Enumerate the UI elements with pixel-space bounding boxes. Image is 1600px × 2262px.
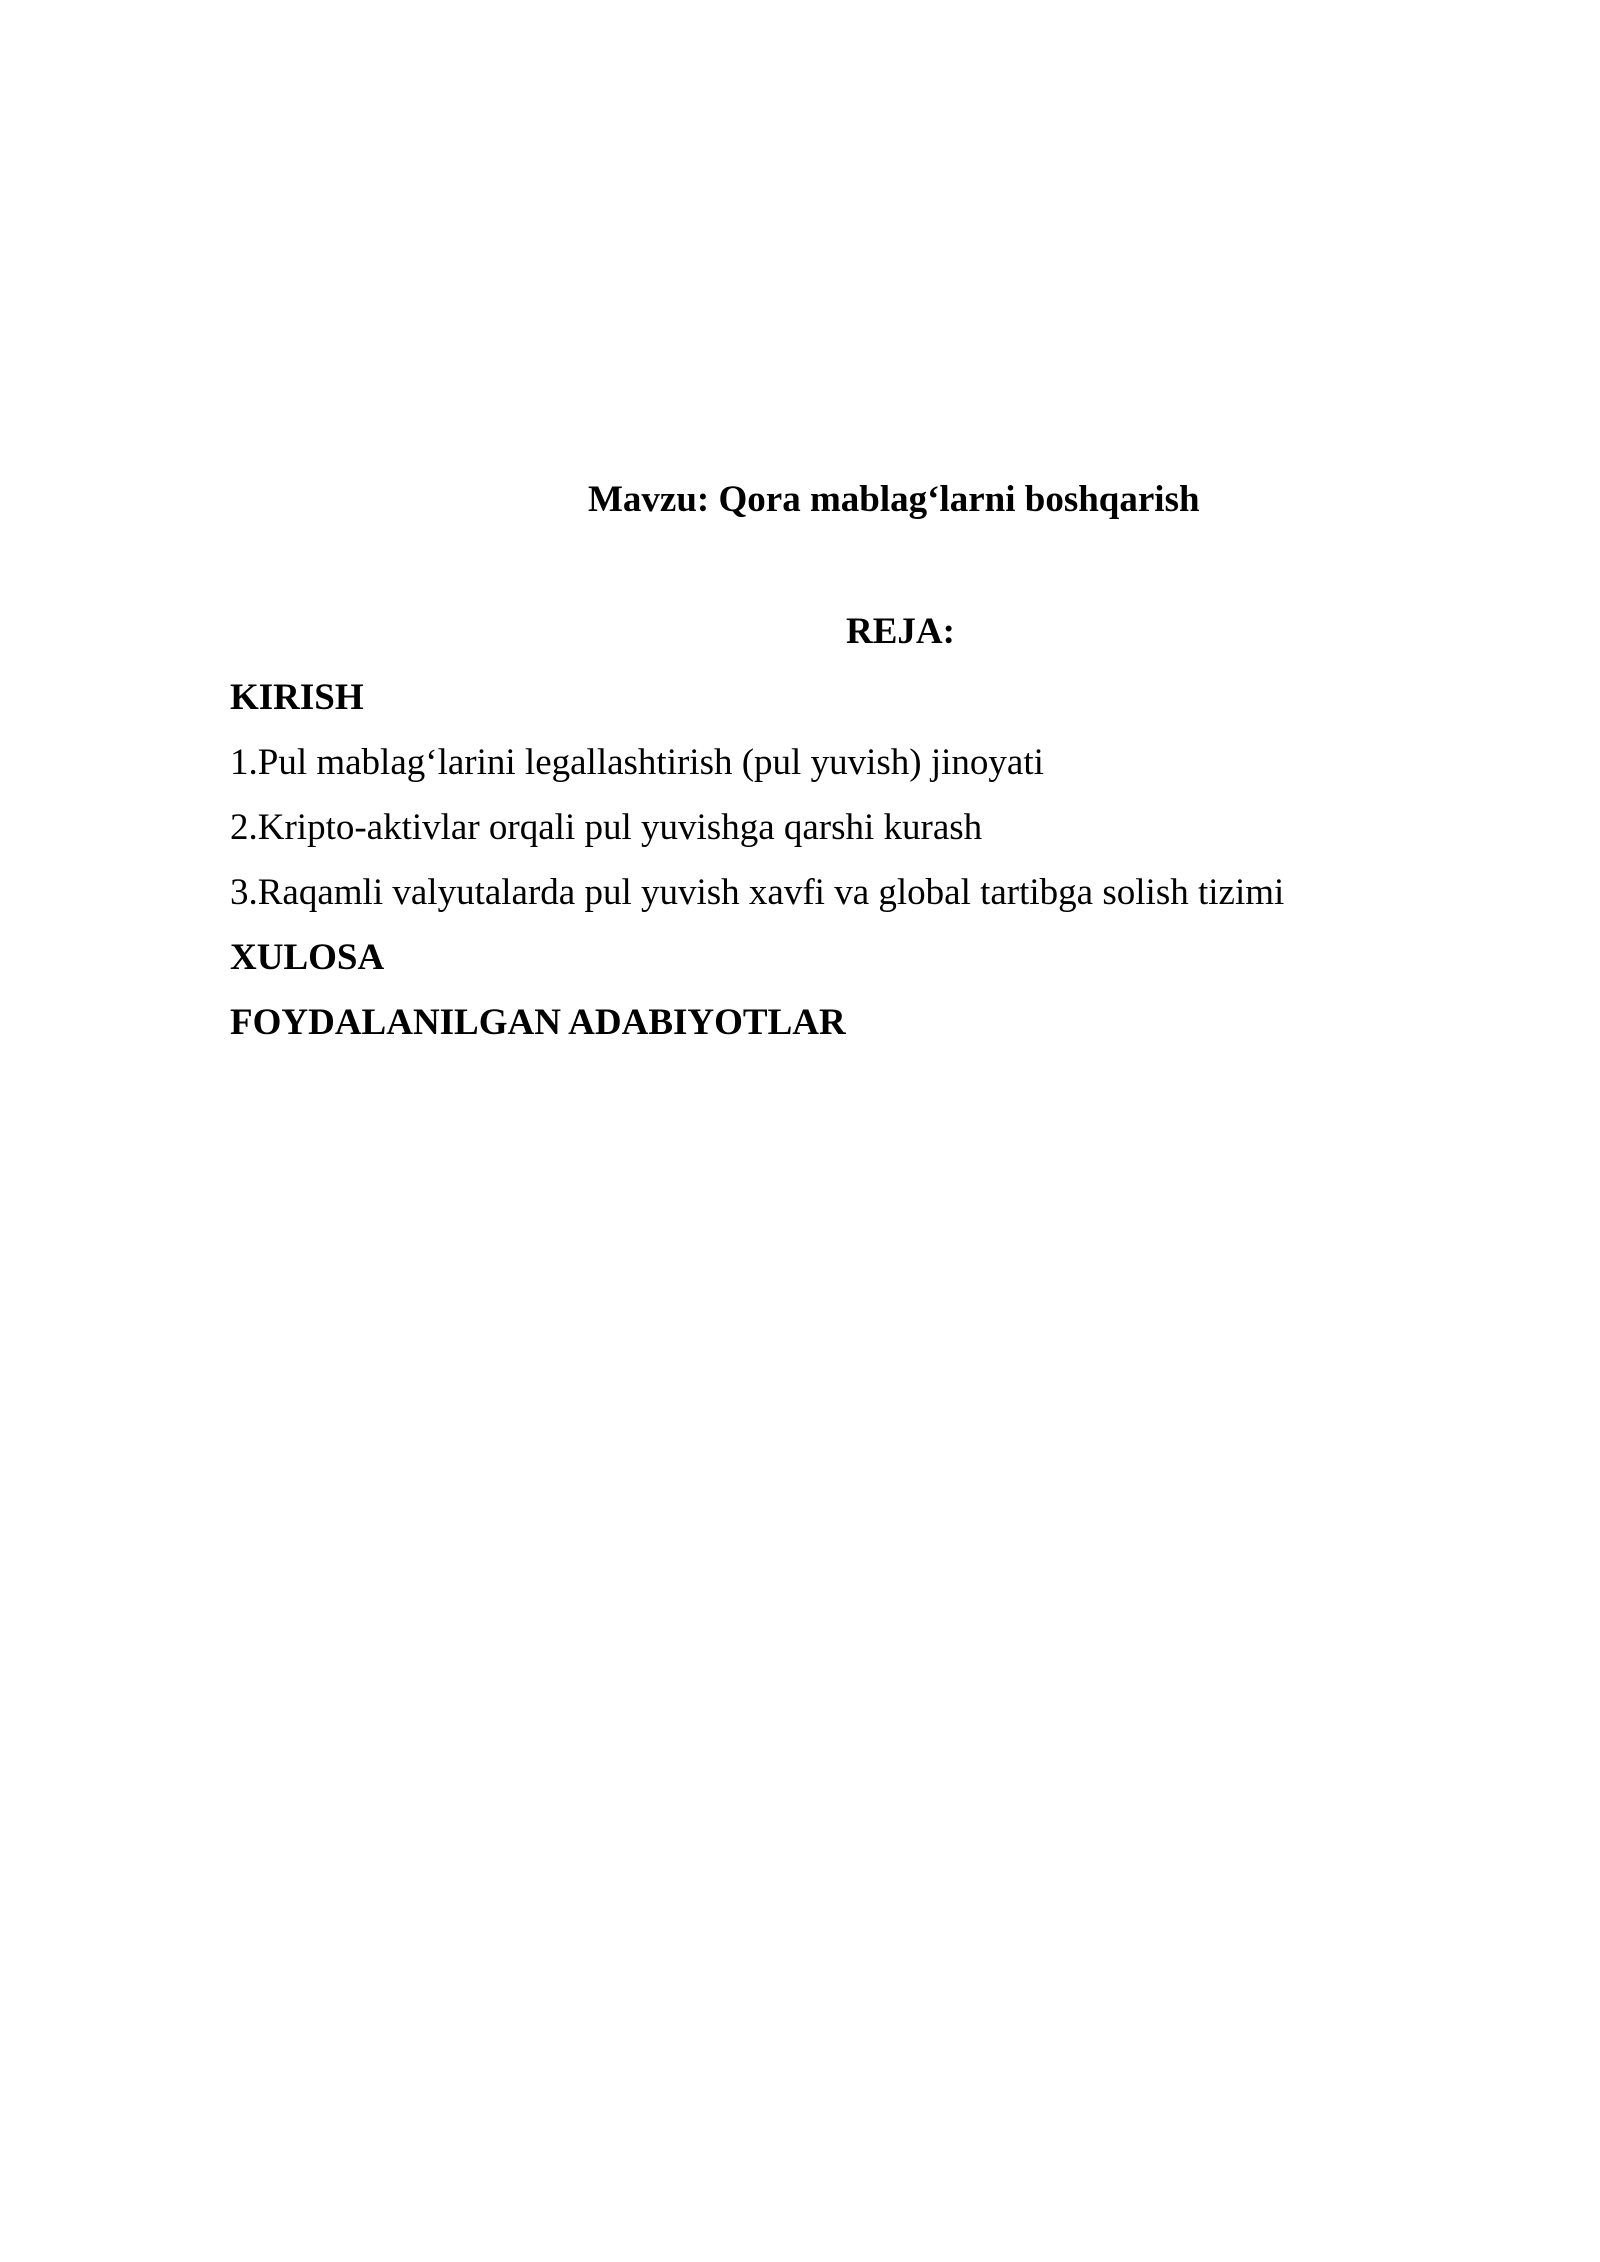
plan-introduction: KIRISH (230, 677, 364, 718)
plan-conclusion: XULOSA (230, 937, 385, 978)
plan-references: FOYDALANILGAN ADABIYOTLAR (230, 1002, 846, 1043)
topic-title: Mavzu: Qora mablag‘larni boshqarish (588, 479, 1200, 520)
plan-heading: REJA: (846, 611, 955, 652)
plan-item: 2.Kripto-aktivlar orqali pul yuvishga qarshi kurash (230, 807, 983, 848)
plan-item: 1.Pul mablag‘larini legallashtirish (pul yuvish) jinoyati (230, 742, 1044, 783)
plan-item: 3.Raqamli valyutalarda pul yuvish xavfi va global tartibga solish tizimi (230, 872, 1285, 913)
